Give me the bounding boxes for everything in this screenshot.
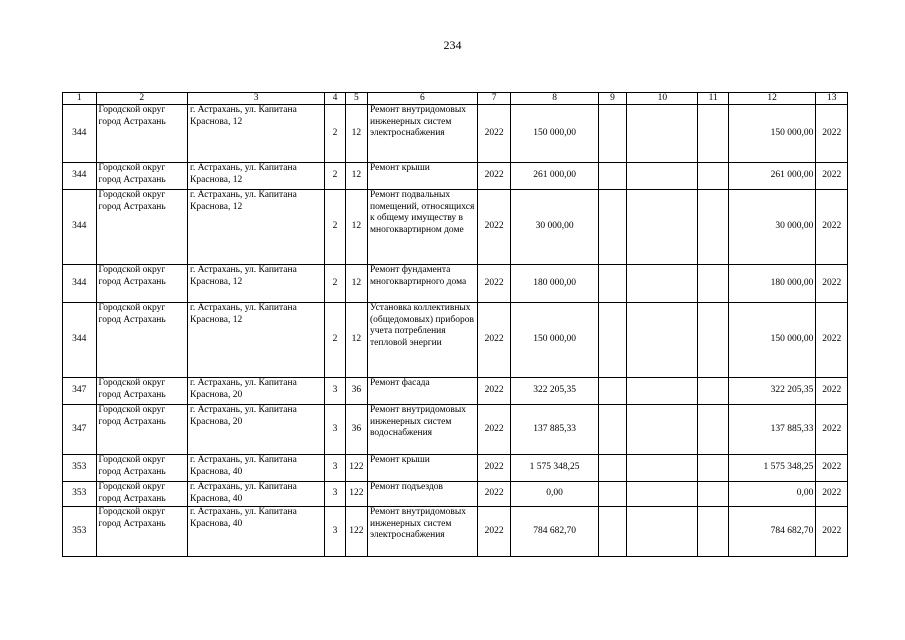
col12-cost-cell: 784 682,70 [728, 507, 815, 557]
municipality-cell: Городской округ город Астрахань [96, 455, 188, 482]
column-number: 4 [325, 93, 345, 105]
col13-year-cell: 2022 [816, 190, 848, 265]
col9-cell [598, 378, 626, 405]
work-type-cell: Ремонт фасада [368, 378, 478, 405]
col9-cell [598, 303, 626, 378]
address-cell: г. Астрахань, ул. Капитана Краснова, 40 [188, 507, 325, 557]
work-type-cell: Ремонт крыши [368, 455, 478, 482]
col11-cell [698, 163, 729, 190]
col9-cell [598, 455, 626, 482]
col5-cell: 12 [345, 105, 367, 163]
col12-cost-cell: 150 000,00 [728, 303, 815, 378]
row-number-cell: 344 [63, 265, 97, 303]
col11-cell [698, 378, 729, 405]
column-number: 2 [96, 93, 188, 105]
municipality-cell: Городской округ город Астрахань [96, 482, 188, 507]
total-cost-cell: 150 000,00 [511, 105, 598, 163]
year-cell: 2022 [477, 507, 511, 557]
municipality-cell: Городской округ город Астрахань [96, 378, 188, 405]
col5-cell: 12 [345, 303, 367, 378]
col4-cell: 3 [325, 482, 345, 507]
col11-cell [698, 405, 729, 455]
col11-cell [698, 105, 729, 163]
col4-cell: 2 [325, 265, 345, 303]
year-cell: 2022 [477, 105, 511, 163]
total-cost-cell: 30 000,00 [511, 190, 598, 265]
col4-cell: 3 [325, 378, 345, 405]
col9-cell [598, 105, 626, 163]
year-cell: 2022 [477, 265, 511, 303]
address-cell: г. Астрахань, ул. Капитана Краснова, 12 [188, 163, 325, 190]
table-row [63, 105, 848, 163]
col12-cost-cell: 180 000,00 [728, 265, 815, 303]
column-number: 12 [728, 93, 815, 105]
col5-cell: 122 [345, 455, 367, 482]
table-row [63, 190, 848, 265]
row-number-cell: 344 [63, 163, 97, 190]
column-number: 10 [627, 93, 698, 105]
col13-year-cell: 2022 [816, 507, 848, 557]
col10-cell [627, 163, 698, 190]
col4-cell: 3 [325, 405, 345, 455]
municipality-cell: Городской округ город Астрахань [96, 507, 188, 557]
row-number-cell: 344 [63, 190, 97, 265]
total-cost-cell: 261 000,00 [511, 163, 598, 190]
col5-cell: 122 [345, 507, 367, 557]
work-type-cell: Ремонт подъездов [368, 482, 478, 507]
total-cost-cell: 784 682,70 [511, 507, 598, 557]
col5-cell: 12 [345, 163, 367, 190]
year-cell: 2022 [477, 378, 511, 405]
total-cost-cell: 137 885,33 [511, 405, 598, 455]
column-number: 7 [477, 93, 511, 105]
municipality-cell: Городской округ город Астрахань [96, 105, 188, 163]
col10-cell [627, 482, 698, 507]
column-number: 5 [345, 93, 367, 105]
col10-cell [627, 190, 698, 265]
work-type-cell: Ремонт внутридомовых инженерных систем водоснабжения [368, 405, 478, 455]
year-cell: 2022 [477, 482, 511, 507]
col9-cell [598, 265, 626, 303]
col5-cell: 12 [345, 265, 367, 303]
col10-cell [627, 105, 698, 163]
col13-year-cell: 2022 [816, 163, 848, 190]
total-cost-cell: 180 000,00 [511, 265, 598, 303]
year-cell: 2022 [477, 405, 511, 455]
col11-cell [698, 303, 729, 378]
col10-cell [627, 378, 698, 405]
page-number: 234 [443, 38, 462, 52]
col12-cost-cell: 30 000,00 [728, 190, 815, 265]
column-number: 8 [511, 93, 598, 105]
col4-cell: 2 [325, 105, 345, 163]
table-row [63, 405, 848, 455]
row-number-cell: 353 [63, 507, 97, 557]
row-number-cell: 353 [63, 482, 97, 507]
address-cell: г. Астрахань, ул. Капитана Краснова, 40 [188, 482, 325, 507]
address-cell: г. Астрахань, ул. Капитана Краснова, 20 [188, 405, 325, 455]
col4-cell: 3 [325, 507, 345, 557]
col4-cell: 2 [325, 163, 345, 190]
row-number-cell: 347 [63, 378, 97, 405]
col13-year-cell: 2022 [816, 303, 848, 378]
col5-cell: 122 [345, 482, 367, 507]
column-number: 11 [698, 93, 729, 105]
col9-cell [598, 163, 626, 190]
col13-year-cell: 2022 [816, 378, 848, 405]
col12-cost-cell: 322 205,35 [728, 378, 815, 405]
work-type-cell: Установка коллективных (общедомовых) приборов учета потребления тепловой энергии [368, 303, 478, 378]
table-row [63, 265, 848, 303]
col12-cost-cell: 1 575 348,25 [728, 455, 815, 482]
col9-cell [598, 507, 626, 557]
col12-cost-cell: 0,00 [728, 482, 815, 507]
address-cell: г. Астрахань, ул. Капитана Краснова, 12 [188, 265, 325, 303]
total-cost-cell: 0,00 [511, 482, 598, 507]
col5-cell: 12 [345, 190, 367, 265]
address-cell: г. Астрахань, ул. Капитана Краснова, 12 [188, 105, 325, 163]
col10-cell [627, 265, 698, 303]
col4-cell: 2 [325, 303, 345, 378]
col13-year-cell: 2022 [816, 482, 848, 507]
column-number: 6 [368, 93, 478, 105]
column-number: 9 [598, 93, 626, 105]
total-cost-cell: 150 000,00 [511, 303, 598, 378]
address-cell: г. Астрахань, ул. Капитана Краснова, 12 [188, 303, 325, 378]
address-cell: г. Астрахань, ул. Капитана Краснова, 40 [188, 455, 325, 482]
col10-cell [627, 507, 698, 557]
total-cost-cell: 322 205,35 [511, 378, 598, 405]
col13-year-cell: 2022 [816, 405, 848, 455]
column-number-row [63, 93, 848, 105]
col13-year-cell: 2022 [816, 105, 848, 163]
table-row [63, 507, 848, 557]
work-type-cell: Ремонт крыши [368, 163, 478, 190]
col9-cell [598, 190, 626, 265]
table-row [63, 303, 848, 378]
work-type-cell: Ремонт фундамента многоквартирного дома [368, 265, 478, 303]
col9-cell [598, 482, 626, 507]
col9-cell [598, 405, 626, 455]
year-cell: 2022 [477, 303, 511, 378]
work-type-cell: Ремонт внутридомовых инженерных систем электроснабжения [368, 507, 478, 557]
col11-cell [698, 190, 729, 265]
year-cell: 2022 [477, 190, 511, 265]
work-type-cell: Ремонт внутридомовых инженерных систем электроснабжения [368, 105, 478, 163]
municipality-cell: Городской округ город Астрахань [96, 265, 188, 303]
col12-cost-cell: 261 000,00 [728, 163, 815, 190]
municipality-cell: Городской округ город Астрахань [96, 405, 188, 455]
register-table [62, 92, 848, 557]
year-cell: 2022 [477, 455, 511, 482]
col5-cell: 36 [345, 405, 367, 455]
col5-cell: 36 [345, 378, 367, 405]
col4-cell: 3 [325, 455, 345, 482]
total-cost-cell: 1 575 348,25 [511, 455, 598, 482]
col10-cell [627, 303, 698, 378]
col11-cell [698, 455, 729, 482]
column-number: 3 [188, 93, 325, 105]
municipality-cell: Городской округ город Астрахань [96, 303, 188, 378]
address-cell: г. Астрахань, ул. Капитана Краснова, 12 [188, 190, 325, 265]
col10-cell [627, 405, 698, 455]
col10-cell [627, 455, 698, 482]
row-number-cell: 344 [63, 303, 97, 378]
municipality-cell: Городской округ город Астрахань [96, 190, 188, 265]
work-type-cell: Ремонт подвальных помещений, относящихся к общему имуществу в многоквартирном доме [368, 190, 478, 265]
table-row [63, 482, 848, 507]
table-row [63, 163, 848, 190]
col12-cost-cell: 137 885,33 [728, 405, 815, 455]
row-number-cell: 344 [63, 105, 97, 163]
col11-cell [698, 507, 729, 557]
col4-cell: 2 [325, 190, 345, 265]
municipality-cell: Городской округ город Астрахань [96, 163, 188, 190]
col11-cell [698, 265, 729, 303]
col11-cell [698, 482, 729, 507]
column-number: 1 [63, 93, 97, 105]
table-row [63, 378, 848, 405]
col13-year-cell: 2022 [816, 265, 848, 303]
row-number-cell: 353 [63, 455, 97, 482]
table-row [63, 455, 848, 482]
col12-cost-cell: 150 000,00 [728, 105, 815, 163]
year-cell: 2022 [477, 163, 511, 190]
row-number-cell: 347 [63, 405, 97, 455]
address-cell: г. Астрахань, ул. Капитана Краснова, 20 [188, 378, 325, 405]
column-number: 13 [816, 93, 848, 105]
col13-year-cell: 2022 [816, 455, 848, 482]
